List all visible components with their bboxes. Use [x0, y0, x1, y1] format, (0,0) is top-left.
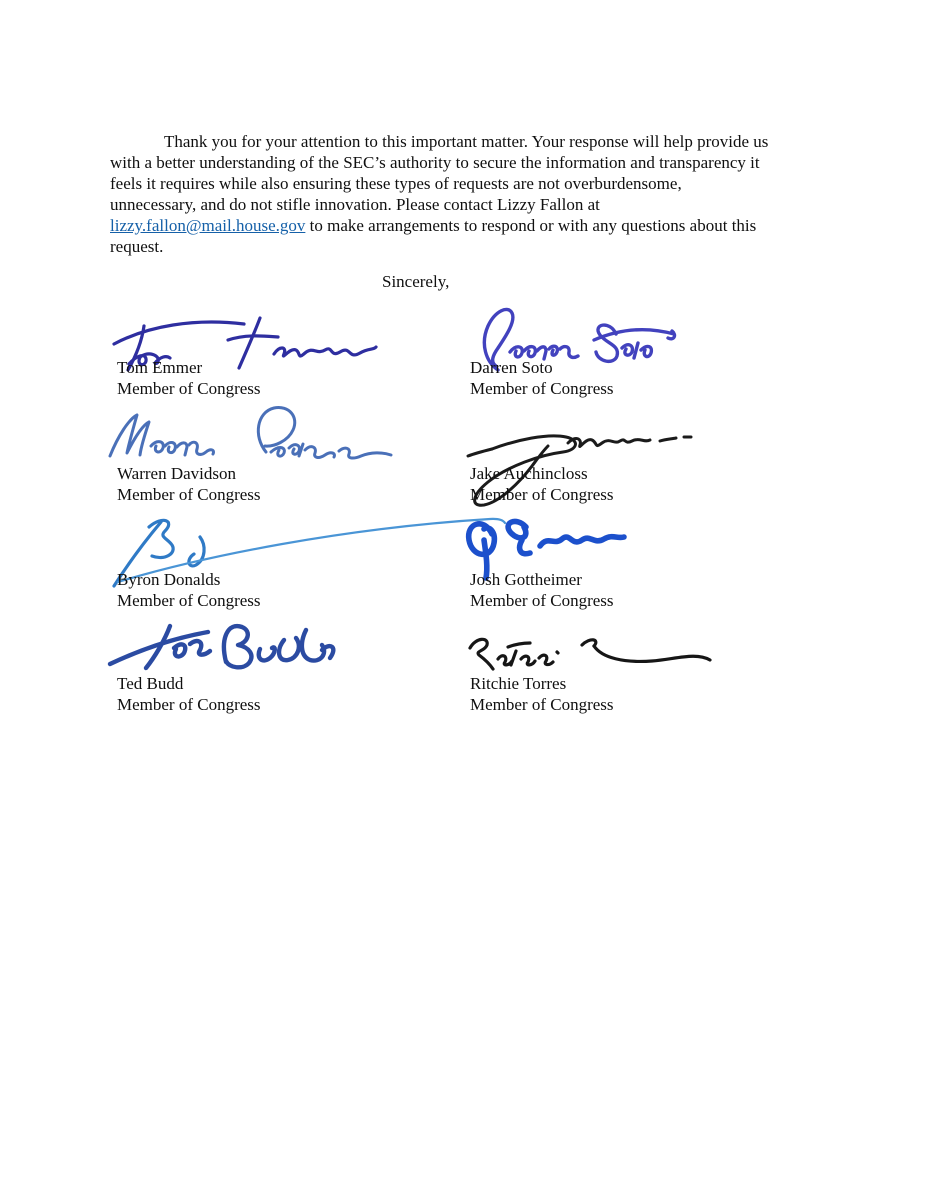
signatory-block-jake-auchincloss	[470, 463, 614, 505]
paragraph-line-6: request.	[110, 237, 164, 256]
signatory-name: Ritchie Torres	[470, 674, 567, 693]
signature-warren-davidson-image	[106, 404, 394, 472]
signatory-title: Member of Congress	[470, 695, 614, 714]
signatory-name: Warren Davidson	[117, 464, 237, 483]
signatory-name: Ted Budd	[117, 674, 184, 693]
signatory-block-josh-gottheimer	[470, 569, 614, 611]
paragraph-line-5-text: to make arrangements to respond or with any questions about this	[305, 216, 757, 235]
signatory-name: Jake Auchincloss	[470, 464, 588, 483]
signatory-title: Member of Congress	[470, 485, 614, 504]
signatory-name: Josh Gottheimer	[470, 570, 582, 589]
signatory-title: Member of Congress	[117, 379, 261, 398]
signatory-block-ted-budd	[117, 673, 261, 715]
signatory-name: Byron Donalds	[117, 570, 221, 589]
paragraph-line-5	[110, 215, 822, 236]
signatory-title: Member of Congress	[470, 379, 614, 398]
signatory-name: Darren Soto	[470, 358, 553, 377]
paragraph-line-3: feels it requires while also ensuring these types of requests are not overburdensome,	[110, 174, 682, 193]
signatory-title: Member of Congress	[117, 485, 261, 504]
paragraph-line-1: Thank you for your attention to this important matter. Your response will help provide us	[164, 132, 769, 151]
signatory-block-darren-soto	[470, 357, 614, 399]
signatory-block-warren-davidson	[117, 463, 261, 505]
signature-ted-budd-image	[106, 614, 346, 680]
paragraph-line-2: with a better understanding of the SEC’s authority to secure the information and transparency it	[110, 153, 760, 172]
signatory-block-ritchie-torres	[470, 673, 614, 715]
signatory-block-tom-emmer	[117, 357, 261, 399]
closing-paragraph	[110, 131, 822, 257]
signature-ritchie-torres-image	[462, 630, 720, 678]
signatory-title: Member of Congress	[117, 591, 261, 610]
signatory-title: Member of Congress	[470, 591, 614, 610]
paragraph-line-4: unnecessary, and do not stifle innovation. Please contact Lizzy Fallon at	[110, 195, 600, 214]
signatory-name: Tom Emmer	[117, 358, 203, 377]
signatory-block-byron-donalds	[117, 569, 261, 611]
signatory-title: Member of Congress	[117, 695, 261, 714]
valediction: Sincerely,	[382, 272, 450, 291]
email-link[interactable]: lizzy.fallon@mail.house.gov	[110, 216, 306, 235]
